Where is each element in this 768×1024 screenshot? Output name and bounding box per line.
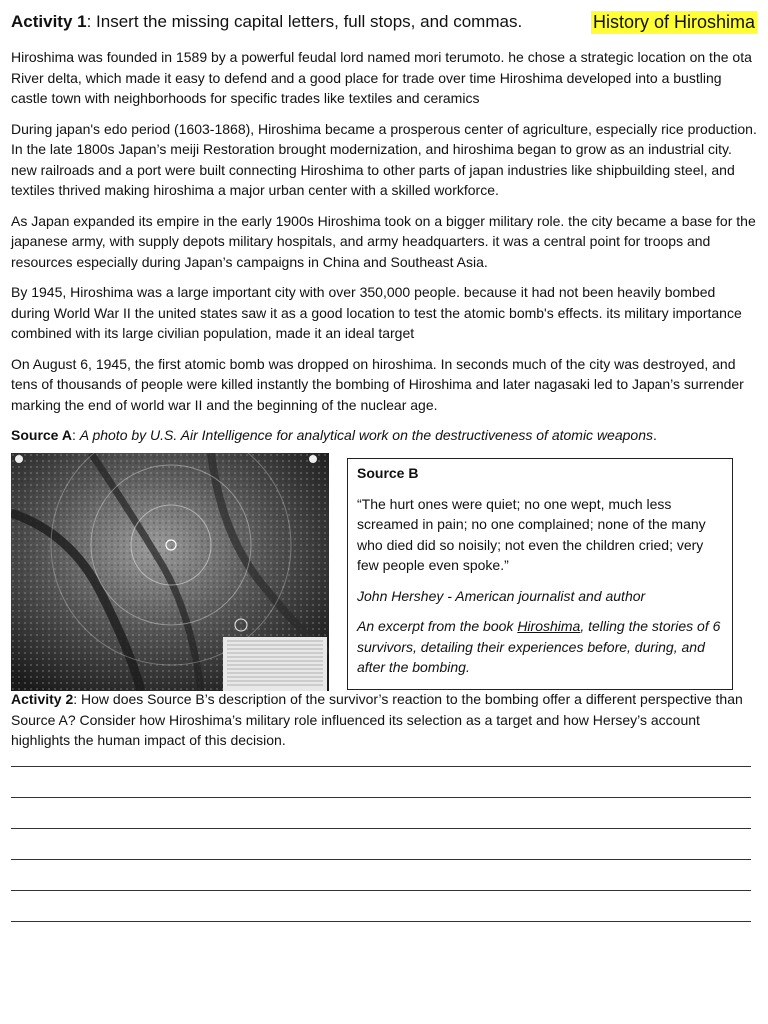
activity1-instruction	[11, 12, 522, 32]
worksheet-page	[11, 10, 757, 952]
answer-line[interactable]	[11, 859, 751, 860]
paragraph-edo-period[interactable]: During japan's edo period (1603-1868), Hiroshima became a prosperous center of agriculture, especially rice production. In the late 1800s Japan’s meiji Restoration brought modernization, and hiroshima began to grow as an industrial city. new railroads and a port were built connecting Hiroshima to other parts of japan industries like shipbuilding steel, and textiles thrived making hiroshima a major urban center with a skilled workforce.	[11, 120, 757, 198]
source-a-caption-text: A photo by U.S. Air Intelligence for analytical work on the destructiveness of atomic weapons	[79, 427, 653, 443]
source-b-excerpt: An excerpt from the book Hiroshima, telling the stories of 6 survivors, detailing their experiences before, during, and after the bombing.	[357, 618, 721, 675]
answer-line[interactable]	[11, 890, 751, 891]
source-b-title: Source B	[357, 465, 419, 481]
paragraph-military-role[interactable]: As Japan expanded its empire in the early 1900s Hiroshima took on a bigger military role. the city became a base for the japanese army, with supply depots military hospitals, and army headquarters. it was a central point for troops and resources especially during Japan’s campaigns in China and Southeast Asia.	[11, 212, 756, 270]
activity1-text: : Insert the missing capital letters, full stops, and commas.	[86, 12, 523, 31]
book-title: Hiroshima	[517, 618, 581, 634]
page-title: History of Hiroshima	[592, 11, 755, 32]
paragraph-founding[interactable]: Hiroshima was founded in 1589 by a powerful feudal lord named mori terumoto. he chose a strategic location on the ota River delta, which made it easy to defend and a good place for trade over time Hiroshima developed into a bustling castle town with neighborhoods for specific trades like textiles and ceramics	[11, 49, 752, 106]
paragraph-1945[interactable]: By 1945, Hiroshima was a large important city with over 350,000 people. because it had not been heavily bombed during World War II the united states saw it as a good location to test the atomic bomb's effects. its military importance combined with its large civilian population, made it an ideal target	[11, 284, 742, 341]
source-a-label: Source A	[11, 427, 72, 443]
activity2-label: Activity 2	[11, 691, 74, 707]
paragraph-bombing[interactable]: On August 6, 1945, the first atomic bomb was dropped on hiroshima. In seconds much of the city was destroyed, and tens of thousands of people were killed instantly the bombing of Hiroshima and later nagasaki led to Japan’s surrender marking the end of world war II and the beginning of the nuclear age.	[11, 355, 744, 413]
activity1-label: Activity 1	[11, 12, 87, 31]
aerial-photo-hiroshima	[11, 453, 329, 691]
answer-line[interactable]	[11, 828, 751, 829]
activity2-text: : How does Source B’s description of the survivor’s reaction to the bombing offer a different perspective than Source A? Consider how Hiroshima’s military role influenced its selection as a target and how Hersey’s account highlights the human impact of this decision.	[11, 691, 743, 748]
source-b-author: John Hershey - American journalist and author	[357, 587, 646, 604]
sources-area	[11, 453, 757, 695]
activity2-question	[11, 689, 757, 751]
answer-line[interactable]	[11, 921, 751, 922]
source-a-caption: Source A: A photo by U.S. Air Intelligence for analytical work on the destructiveness of atomic weapons.	[11, 427, 657, 443]
source-b-box	[347, 458, 733, 690]
answer-line[interactable]	[11, 797, 751, 798]
source-b-quote: “The hurt ones were quiet; no one wept, much less screamed in pain; no one complained; none of the many who died did so noisily; not even the children cried; very few people even spoke.”	[357, 495, 706, 573]
worksheet-header	[11, 10, 757, 34]
answer-line[interactable]	[11, 766, 751, 767]
answer-lines[interactable]	[11, 766, 757, 922]
